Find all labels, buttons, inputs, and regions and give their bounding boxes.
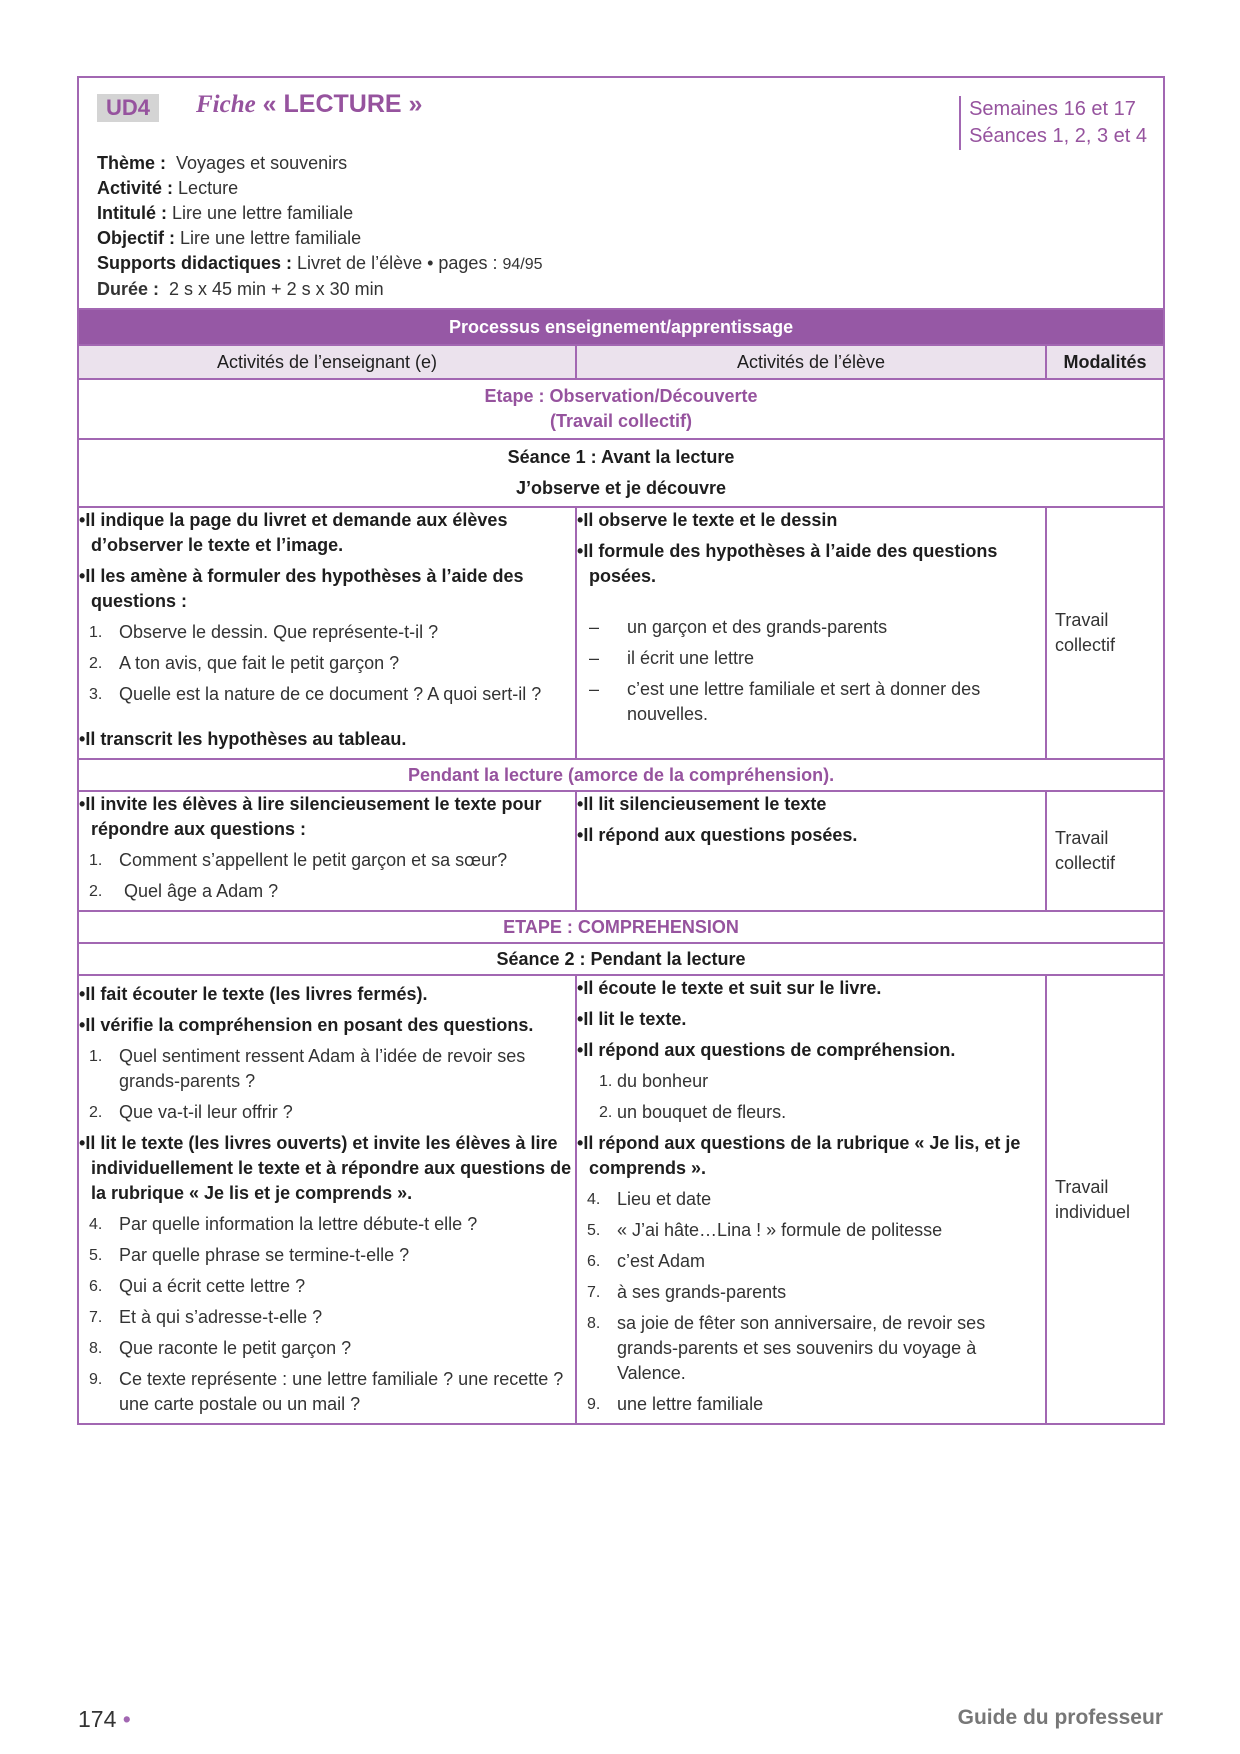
bullet-item: • Il formule des hypothèses à l’aide des questions posées. bbox=[577, 539, 1045, 589]
bullet-item: • Il lit le texte (les livres ouverts) et invite les élèves à lire individuellement le texte et à répondre aux questions de la rubrique « Je lis et je comprends ». bbox=[79, 1131, 575, 1206]
stage-observation-subtitle: (Travail collectif) bbox=[549, 411, 693, 431]
meta-objectif-label: Objectif : bbox=[97, 228, 176, 248]
seance-1-title: Séance 1 : Avant la lecture bbox=[507, 447, 735, 467]
meta-supports bbox=[97, 251, 543, 277]
meta-duree-value: 2 s x 45 min + 2 s x 30 min bbox=[169, 279, 384, 299]
bullet-item: • Il fait écouter le texte (les livres fermés). bbox=[79, 982, 575, 1007]
page-dot: • bbox=[122, 1706, 131, 1732]
bullet-item: • Il observe le texte et le dessin bbox=[577, 508, 1045, 533]
block-1-modalite: Travail collectif bbox=[1046, 507, 1163, 759]
meta-theme-value: Voyages et souvenirs bbox=[176, 153, 348, 173]
bullet-item: • Il indique la page du livret et demande aux élèves d’observer le texte et l’image. bbox=[79, 508, 575, 558]
question-item: 1. Quel sentiment ressent Adam à l’idée de revoir ses grands-parents ? bbox=[89, 1046, 526, 1091]
block-3-modalite: Travail individuel bbox=[1046, 975, 1163, 1423]
seance-2-title: Séance 2 : Pendant la lecture bbox=[79, 943, 1163, 975]
question-item: 8. Que raconte le petit garçon ? bbox=[89, 1338, 352, 1358]
schedule-box bbox=[959, 96, 1147, 150]
column-header-row bbox=[79, 345, 1163, 379]
answer-item: 1. du bonheur bbox=[599, 1071, 709, 1091]
block-2-student bbox=[576, 791, 1046, 911]
answer-item: 9. une lettre familiale bbox=[587, 1394, 764, 1414]
bullet-item: • Il lit le texte. bbox=[577, 1007, 1045, 1032]
bullet-item: • Il vérifie la compréhension en posant des questions. bbox=[79, 1013, 575, 1038]
footer-guide: Guide du professeur bbox=[957, 1706, 1163, 1729]
answer-item: – un garçon et des grands-parents bbox=[589, 617, 888, 637]
question-item: 3. Quelle est la nature de ce document ? A quoi sert-il ? bbox=[89, 684, 542, 704]
meta-theme-label: Thème : bbox=[97, 153, 167, 173]
block-1-teacher bbox=[79, 507, 576, 759]
answer-item: – c’est une lettre familiale et sert à donner des nouvelles. bbox=[589, 679, 981, 724]
answer-item: 2. un bouquet de fleurs. bbox=[599, 1102, 787, 1122]
question-item: 1. Comment s’appellent le petit garçon et sa sœur? bbox=[89, 850, 508, 870]
question-item: 4. Par quelle information la lettre débute-t elle ? bbox=[89, 1214, 478, 1234]
sheet-header bbox=[79, 78, 1163, 308]
meta-theme bbox=[97, 151, 543, 176]
question-item: 1. Observe le dessin. Que représente-t-il ? bbox=[89, 622, 439, 642]
answer-item: – il écrit une lettre bbox=[589, 648, 755, 668]
fiche-word: Fiche bbox=[196, 91, 256, 118]
question-item: 2. Que va-t-il leur offrir ? bbox=[89, 1102, 293, 1122]
meta-objectif bbox=[97, 226, 543, 251]
question-item: 6. Qui a écrit cette lettre ? bbox=[89, 1276, 306, 1296]
bullet-item: • Il invite les élèves à lire silencieusement le texte pour répondre aux questions : bbox=[79, 792, 575, 842]
meta-activite-label: Activité : bbox=[97, 178, 174, 198]
meta-intitule bbox=[97, 201, 543, 226]
sessions-text: Séances 1, 2, 3 et 4 bbox=[969, 125, 1147, 147]
block-1-student bbox=[576, 507, 1046, 759]
block-3-teacher bbox=[79, 975, 576, 1423]
meta-intitule-label: Intitulé : bbox=[97, 203, 167, 223]
answer-item: 4. Lieu et date bbox=[587, 1189, 712, 1209]
unit-badge: UD4 bbox=[97, 94, 159, 122]
meta-supports-label: Supports didactiques : bbox=[97, 253, 293, 273]
bullet-item: • Il transcrit les hypothèses au tableau. bbox=[79, 727, 575, 752]
bullet-item: • Il répond aux questions posées. bbox=[577, 823, 1045, 848]
meta-activite-value: Lecture bbox=[178, 178, 239, 198]
bullet-item: • Il répond aux questions de compréhension. bbox=[577, 1038, 1045, 1063]
stage-observation-title: Etape : Observation/Découverte bbox=[484, 386, 758, 406]
observe-title: J’observe et je découvre bbox=[515, 478, 727, 498]
question-item: 9. Ce texte représente : une lettre familiale ? une recette ? une carte postale ou un mail ? bbox=[89, 1369, 564, 1414]
block-3-student bbox=[576, 975, 1046, 1423]
meta-duree-label: Durée : bbox=[97, 279, 160, 299]
meta-objectif-value: Lire une lettre familiale bbox=[180, 228, 362, 248]
question-item: 2. A ton avis, que fait le petit garçon ? bbox=[89, 653, 400, 673]
col-modalites-header: Modalités bbox=[1046, 345, 1163, 379]
question-item: 2. Quel âge a Adam ? bbox=[89, 881, 279, 901]
block-2-modalite: Travail collectif bbox=[1046, 791, 1163, 911]
answer-item: 5. « J’ai hâte…Lina ! » formule de politesse bbox=[587, 1220, 943, 1240]
answer-item: 6. c’est Adam bbox=[587, 1251, 706, 1271]
meta-info bbox=[97, 151, 543, 308]
meta-supports-pages: 94/95 bbox=[502, 256, 543, 273]
col-teacher-header: Activités de l’enseignant (e) bbox=[79, 345, 576, 379]
bullet-item: • Il lit silencieusement le texte bbox=[577, 792, 1045, 817]
block-2-teacher bbox=[79, 791, 576, 911]
page-number bbox=[78, 1706, 131, 1733]
meta-supports-value: Livret de l’élève • pages : bbox=[297, 253, 498, 273]
stage-comprehension: ETAPE : COMPREHENSION bbox=[79, 911, 1163, 943]
col-student-header: Activités de l’élève bbox=[576, 345, 1046, 379]
stage-observation bbox=[79, 379, 1163, 439]
block-2-row bbox=[79, 791, 1163, 911]
bullet-item: • Il les amène à formuler des hypothèses à l’aide des questions : bbox=[79, 564, 575, 614]
seance-1-header bbox=[79, 439, 1163, 507]
question-item: 7. Et à qui s’adresse-t-elle ? bbox=[89, 1307, 323, 1327]
block-3-row bbox=[79, 975, 1163, 1423]
title-word: « LECTURE » bbox=[262, 90, 423, 118]
weeks-text: Semaines 16 et 17 bbox=[969, 98, 1136, 120]
process-title: Processus enseignement/apprentissage bbox=[79, 309, 1163, 345]
sheet-title bbox=[196, 90, 422, 119]
bullet-item: • Il écoute le texte et suit sur le livre. bbox=[577, 976, 1045, 1001]
lesson-sheet bbox=[77, 76, 1165, 1425]
meta-duree bbox=[97, 277, 543, 302]
meta-activite bbox=[97, 176, 543, 201]
answer-item: 7. à ses grands-parents bbox=[587, 1282, 787, 1302]
stage-pendant: Pendant la lecture (amorce de la compréhension). bbox=[79, 759, 1163, 791]
question-item: 5. Par quelle phrase se termine-t-elle ? bbox=[89, 1245, 410, 1265]
block-1-row bbox=[79, 507, 1163, 759]
page-number-text: 174 bbox=[78, 1706, 117, 1732]
meta-intitule-value: Lire une lettre familiale bbox=[172, 203, 354, 223]
bullet-item: • Il répond aux questions de la rubrique « Je lis, et je comprends ». bbox=[577, 1131, 1045, 1181]
process-table bbox=[79, 308, 1163, 1423]
answer-item: 8. sa joie de fêter son anniversaire, de revoir ses grands-parents et ses souvenirs du voyage à Valence. bbox=[587, 1313, 986, 1383]
